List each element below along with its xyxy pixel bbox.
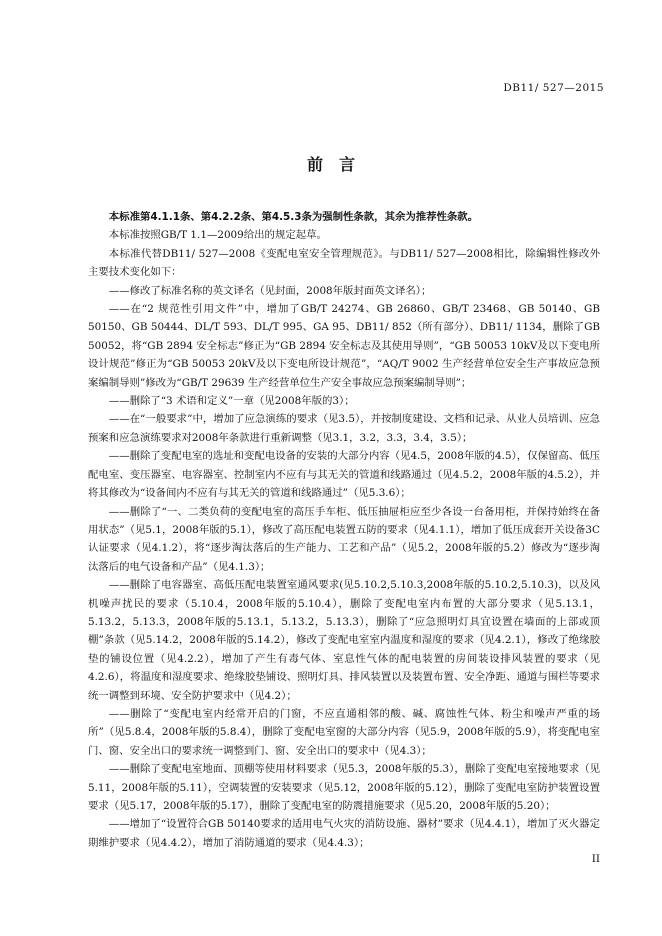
replacement-statement: 本标准代替DB11/ 527—2008《变配电室安全管理规范》。与DB11/ 527—2008相比，除编辑性修改外主要技术变化如下： bbox=[88, 247, 600, 279]
change-item: ——删除了“变配电室内经常开启的门窗，不应直通相邻的酸、碱、腐蚀性气体、粉尘和噪声严重的场所”（见5.8.4，2008年版的5.8.4），删除了变配电室窗的大部分内容（见5.9，2008年版的5.9），将变配电室门、窗、安全出口的要求统一调整到门、窗、安全出口的要求中（见4.3）； bbox=[88, 707, 600, 757]
change-item: ——删除了“3 术语和定义”一章（见2008年版的3）； bbox=[108, 395, 355, 408]
drafting-rule-statement: 本标准按照GB/T 1.1—2009给出的规定起草。 bbox=[108, 229, 327, 242]
page-title: 前 言 bbox=[306, 155, 355, 174]
change-item: ——删除了变配电室地面、顶棚等使用材料要求（见5.3，2008年版的5.3），删除了变配电室接地要求（见5.11，2008年版的5.11），空调装置的安装要求（见5.12，2008年版的5.12），删除了变配电室防护装置设置要求（见5.17，2008年版的5.17），删除了变配电室的防震措施要求（见5.20，2008年版的5.20）； bbox=[88, 763, 600, 812]
change-item: ——删除了电容器室、高低压配电装置室通风要求(见5.10.2,5.10.3,2008年版的5.10.2,5.10.3)，以及风机噪声扰民的要求（5.10.4，2008年版的5.10.4），删除了变配电室内布置的大部分要求（见5.13.1，5.13.2，5.13.3，2008年版的5.13.1，5.13.2，5.13.3），删除了“应急照明灯具宜设置在墙面的上部或顶棚”条款（见5.14.2，2008年版的5.14.2），修改了变配电室室内温度和湿度的要求（见4.2.1），修改了绝缘胶垫的铺设位置（见4.2.2），增加了产生有毒气体、室息性气体的配电装置的房间装设排风装置的要求（见4.2.6），将温度和湿度要求、绝缘胶垫铺设、照明灯具、排风装置以及装置布置、安全净距、通道与围栏等要求统一调整到环境、安全防护要求中（见4.2）； bbox=[88, 579, 600, 702]
change-item: ——在“2 规范性引用文件”中，增加了GB/T 24274、GB 26860、GB/T 23468、GB 50140、GB 50150、GB 50444、DL/T 593、DL/T 995、GA 95、DB11/ 852（所有部分）、DB11/ 1134，删除了GB 50052，将“GB 2894 安全标志”修正为“GB 2894 安全标志及其使用导则”，“GB 50053 10kV及以下变电所设计规范”修正为“GB 50053 20kV及以下变电所设计规范”，“AQ/T 9002 生产经营单位安全生产事故应急预案编制导则”修改为“GB/T 29639 生产经营单位生产安全事故应急预案编制导则”； bbox=[88, 303, 600, 389]
change-item: ——增加了“设置符合GB 50140要求的适用电气火灾的消防设施、器材”要求（见4.4.1），增加了灭火器定期维护要求（见4.4.2），增加了消防通道的要求（见4.4.3）； bbox=[88, 818, 600, 849]
document-body bbox=[88, 208, 600, 852]
change-item: ——在“一般要求”中，增加了应急演练的要求（见3.5），并按制度建设、文档和记录、从业人员培训、应急预案和应急演练要求对2008年条款进行重新调整（见3.1，3.2，3.3，3.4，3.5）； bbox=[88, 413, 600, 444]
change-item: ——删除了“一、二类负荷的变配电室的高压手车柜、低压抽屉柜应至少各设一台备用柜，并保持始终在备用状态”（见5.1，2008年版的5.1），修改了高压配电装置五防的要求（见4.1.1），增加了低压成套开关设备3C认证要求（见4.1.2），将“逐步淘汰落后的生产能力、工艺和产品”（见5.2，2008年版的5.2）修改为“逐步淘汰落后的电气设备和产品”（见4.1.3）； bbox=[88, 505, 600, 573]
page-number: II bbox=[591, 853, 600, 865]
document-code: DB11/ 527—2015 bbox=[503, 82, 604, 94]
mandatory-clause-statement: 本标准第4.1.1条、第4.2.2条、第4.5.3条为强制性条款，其余为推荐性条款。 bbox=[108, 211, 479, 223]
change-item: ——删除了变配电室的选址和变配电设备的安装的大部分内容（见4.5，2008年版的4.5），仅保留高、低压配电室、变压器室、电容器室、控制室内不应有与其无关的管道和线路通过（见4.5.2，2008年版的4.5.2），并将其修改为“设备间内不应有与其无关的管道和线路通过”（见5.3.6）； bbox=[88, 450, 600, 500]
change-item: ——修改了标准名称的英文译名（见封面，2008年版封面英文译名）； bbox=[108, 284, 432, 297]
